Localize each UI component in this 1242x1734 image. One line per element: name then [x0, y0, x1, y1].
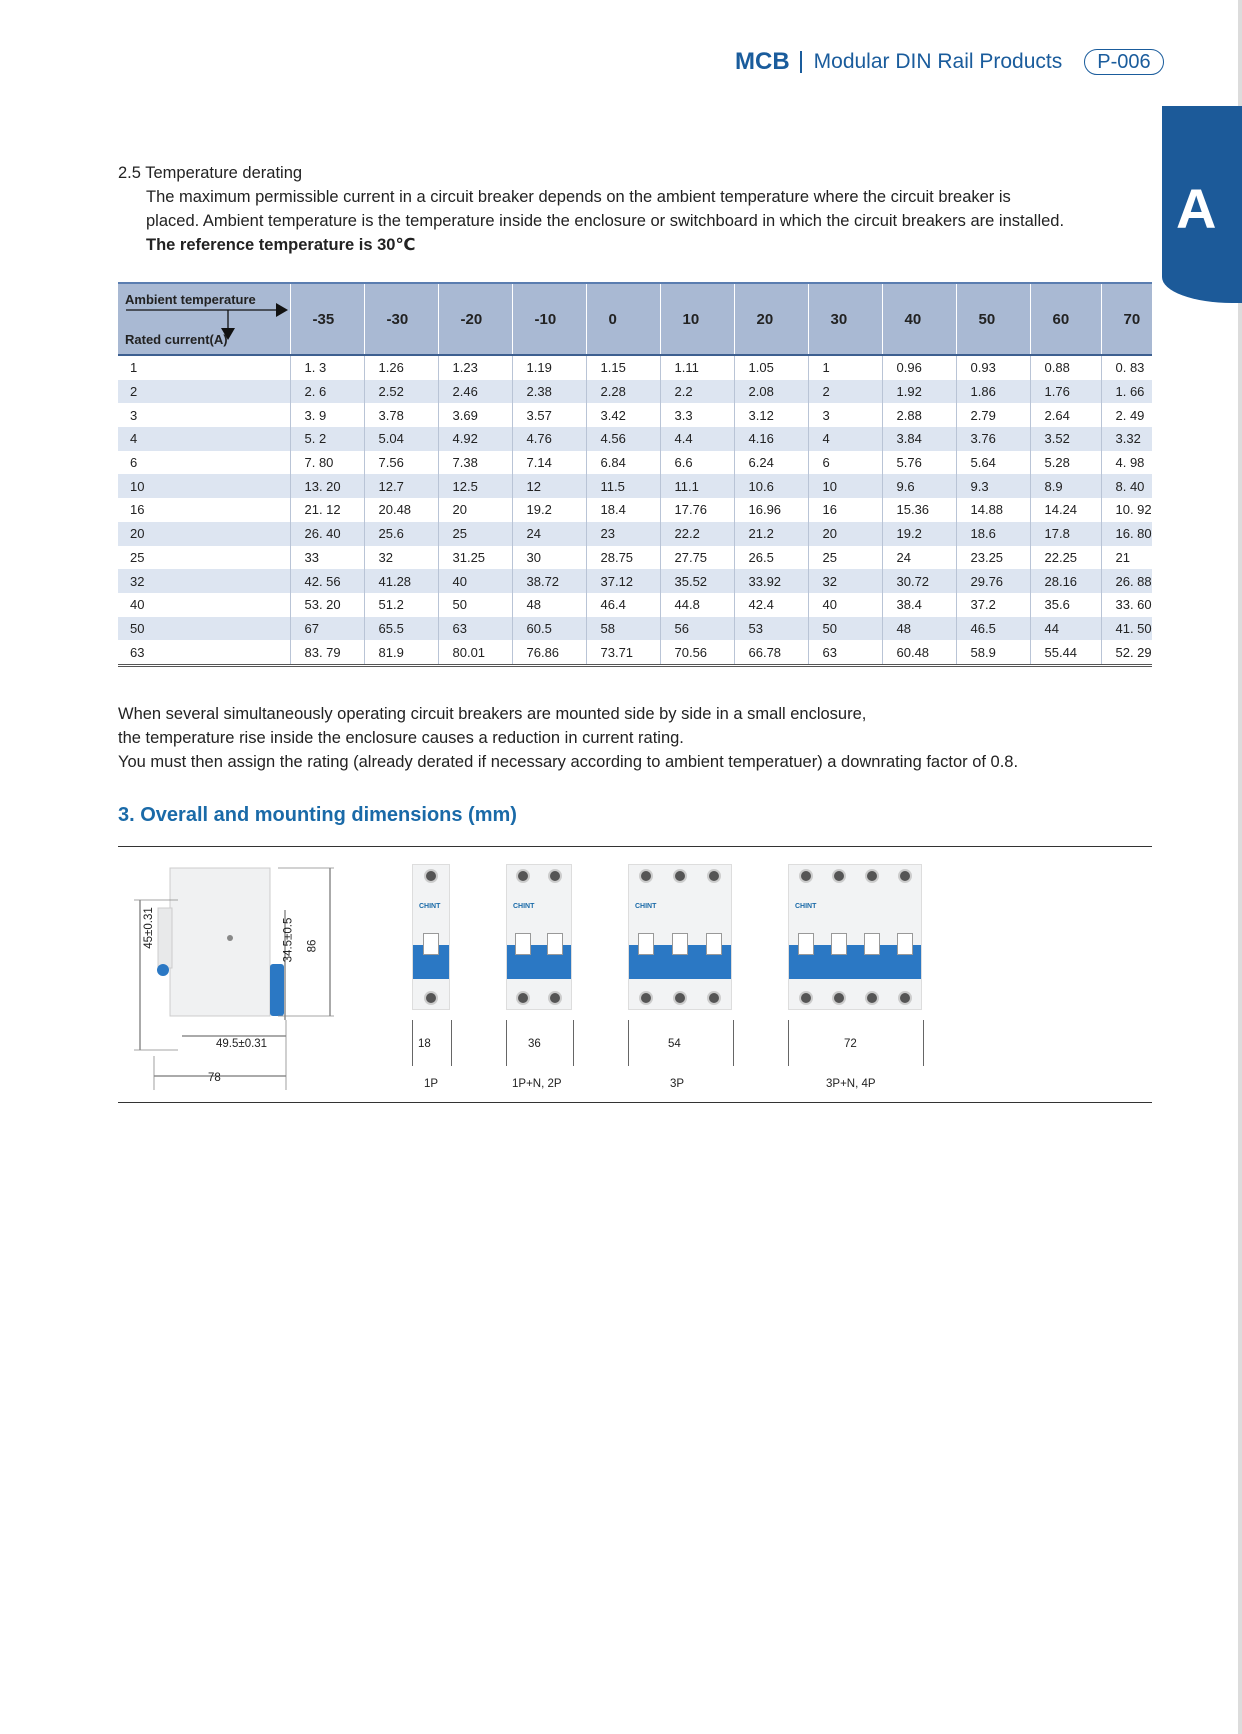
- derated-current-cell: 60.48: [882, 640, 956, 665]
- dim-height-86: 86: [306, 939, 319, 953]
- derated-current-cell: 10: [808, 474, 882, 498]
- derated-current-cell: 27.75: [660, 546, 734, 570]
- rated-current-cell: 50: [118, 617, 290, 641]
- section-2-5-line-2: placed. Ambient temperature is the temperature inside the enclosure or switchboard in which the circuit breakers are installed.: [146, 212, 1065, 230]
- derated-current-cell: 58.9: [956, 640, 1030, 665]
- terminal-screw-icon: [832, 869, 846, 883]
- derated-current-cell: 18.6: [956, 522, 1030, 546]
- derated-current-cell: 4.56: [586, 427, 660, 451]
- derated-current-cell: 55.44: [1030, 640, 1101, 665]
- terminal-screw-icon: [673, 869, 687, 883]
- pole-label-3p: 3P: [670, 1078, 685, 1090]
- temperature-column-header: 20: [734, 283, 808, 355]
- derated-current-cell: 81.9: [364, 640, 438, 665]
- header-mcb: MCB: [735, 48, 790, 75]
- derated-current-cell: 19.2: [882, 522, 956, 546]
- rated-current-cell: 2: [118, 380, 290, 404]
- derated-current-cell: 3.32: [1101, 427, 1152, 451]
- rated-current-cell: 16: [130, 502, 145, 518]
- derated-current-cell: 2. 6: [290, 380, 364, 404]
- derated-current-cell: 1. 3: [290, 355, 364, 380]
- temperature-column-header: -20: [438, 283, 512, 355]
- rated-current-cell: 3: [130, 407, 138, 423]
- derated-current-cell: 31.25: [438, 546, 512, 570]
- derated-current-cell: 0.93: [956, 355, 1030, 380]
- terminal-screw-icon: [707, 991, 721, 1005]
- derated-current-cell: 52. 29: [1101, 640, 1152, 665]
- toggle-handle: [798, 933, 814, 955]
- terminal-screw-icon: [548, 869, 562, 883]
- rated-current-cell: 1: [130, 360, 138, 376]
- derated-current-cell: 63: [808, 640, 882, 665]
- derated-current-cell: 1.11: [660, 355, 734, 380]
- terminal-screw-icon: [516, 869, 530, 883]
- table-row: [118, 474, 1152, 498]
- terminal-screw-icon: [639, 869, 653, 883]
- derated-current-cell: 11.1: [660, 474, 734, 498]
- derated-current-cell: 13. 20: [290, 474, 364, 498]
- derated-current-cell: 33. 60: [1101, 593, 1152, 617]
- derated-current-cell: 30: [512, 546, 586, 570]
- derated-current-cell: 25: [808, 546, 882, 570]
- breaker-4p-image: [788, 864, 922, 1010]
- derating-table: [118, 282, 1152, 667]
- derated-current-cell: 70.56: [660, 640, 734, 665]
- side-view-drawing: [118, 860, 348, 1100]
- section-2-5-title: 2.5 Temperature derating: [118, 164, 303, 182]
- derated-current-cell: 24: [882, 546, 956, 570]
- dim-width-18: 18: [418, 1038, 431, 1050]
- derated-current-cell: 12.5: [438, 474, 512, 498]
- derated-current-cell: 66.78: [734, 640, 808, 665]
- derated-current-cell: 35.52: [660, 569, 734, 593]
- derated-current-cell: 41.28: [364, 569, 438, 593]
- derated-current-cell: 6: [808, 451, 882, 475]
- derated-current-cell: 63: [438, 617, 512, 641]
- temperature-column-header: 50: [956, 283, 1030, 355]
- derated-current-cell: 2.64: [1030, 403, 1101, 427]
- rated-current-cell: 63: [130, 644, 145, 660]
- derated-current-cell: 25.6: [364, 522, 438, 546]
- table-corner-cell: [118, 283, 290, 355]
- derated-current-cell: 16.96: [734, 498, 808, 522]
- derated-current-cell: 38.4: [882, 593, 956, 617]
- derated-current-cell: 73.71: [586, 640, 660, 665]
- derated-current-cell: 3.57: [512, 403, 586, 427]
- table-row: [118, 451, 1152, 475]
- derated-current-cell: 0.88: [1030, 355, 1101, 380]
- derated-current-cell: 2.38: [512, 380, 586, 404]
- section-rule-bottom: [118, 1102, 1152, 1103]
- derated-current-cell: 76.86: [512, 640, 586, 665]
- derated-current-cell: 20: [438, 498, 512, 522]
- derated-current-cell: 40: [438, 569, 512, 593]
- brand-label: CHINT: [635, 903, 657, 910]
- toggle-handle: [897, 933, 913, 955]
- terminal-screw-icon: [673, 991, 687, 1005]
- derated-current-cell: 46.5: [956, 617, 1030, 641]
- derated-current-cell: 11.5: [586, 474, 660, 498]
- derated-current-cell: 7.38: [438, 451, 512, 475]
- breaker-2p-image: [506, 864, 572, 1010]
- derated-current-cell: 6.24: [734, 451, 808, 475]
- derated-current-cell: 1.05: [734, 355, 808, 380]
- derated-current-cell: 12: [512, 474, 586, 498]
- derated-current-cell: 1.86: [956, 380, 1030, 404]
- derated-current-cell: 3.78: [364, 403, 438, 427]
- derated-current-cell: 20: [808, 522, 882, 546]
- derated-current-cell: 65.5: [364, 617, 438, 641]
- note-line-3: You must then assign the rating (already derated if necessary according to ambient temperatuer) a downrating factor of 0.8.: [118, 753, 1019, 771]
- derated-current-cell: 6.6: [660, 451, 734, 475]
- terminal-screw-icon: [424, 869, 438, 883]
- dim-width-72: 72: [844, 1038, 857, 1050]
- derated-current-cell: 16. 80: [1101, 522, 1152, 546]
- pole-label-2p: 1P+N, 2P: [512, 1078, 562, 1090]
- derated-current-cell: 23: [586, 522, 660, 546]
- derated-current-cell: 15.36: [882, 498, 956, 522]
- derated-current-cell: 38.72: [512, 569, 586, 593]
- toggle-handle: [547, 933, 563, 955]
- terminal-screw-icon: [898, 869, 912, 883]
- pole-label-4p: 3P+N, 4P: [826, 1078, 876, 1090]
- rated-current-cell: 40: [130, 597, 145, 613]
- derated-current-cell: 22.25: [1030, 546, 1101, 570]
- derated-current-cell: 12.7: [364, 474, 438, 498]
- table-row: [118, 427, 1152, 451]
- pole-label-1p: 1P: [424, 1078, 439, 1090]
- reference-temperature: The reference temperature is 30℃: [146, 236, 416, 254]
- breaker-3p-image: [628, 864, 732, 1010]
- derated-current-cell: 22.2: [660, 522, 734, 546]
- derated-current-cell: 53. 20: [290, 593, 364, 617]
- derated-current-cell: 8.9: [1030, 474, 1101, 498]
- derated-current-cell: 48: [882, 617, 956, 641]
- toggle-handle: [638, 933, 654, 955]
- section-tab: [1162, 106, 1242, 303]
- derated-current-cell: 2: [808, 380, 882, 404]
- dim-height-45: 45±0.31: [142, 907, 155, 949]
- terminal-screw-icon: [516, 991, 530, 1005]
- derated-current-cell: 2.2: [660, 380, 734, 404]
- derated-current-cell: 40: [808, 593, 882, 617]
- derated-current-cell: 28.16: [1030, 569, 1101, 593]
- derated-current-cell: 32: [808, 569, 882, 593]
- temperature-column-header: 30: [808, 283, 882, 355]
- dim-depth-78: 78: [208, 1072, 221, 1084]
- breaker-1p-image: [412, 864, 450, 1010]
- table-row: [118, 617, 1152, 641]
- derated-current-cell: 2.88: [882, 403, 956, 427]
- derated-current-cell: 37.2: [956, 593, 1030, 617]
- table-row: [118, 569, 1152, 593]
- derated-current-cell: 0. 83: [1101, 355, 1152, 380]
- derated-current-cell: 21. 12: [290, 498, 364, 522]
- derated-current-cell: 0.96: [882, 355, 956, 380]
- derated-current-cell: 6.84: [586, 451, 660, 475]
- table-header-row: [118, 283, 1152, 355]
- temperature-column-header: -10: [512, 283, 586, 355]
- table-row: [118, 355, 1152, 380]
- temperature-column-header: 10: [660, 283, 734, 355]
- terminal-screw-icon: [898, 991, 912, 1005]
- section-tab-letter: A: [1176, 177, 1217, 240]
- temperature-column-header: 0: [586, 283, 660, 355]
- derated-current-cell: 44: [1030, 617, 1101, 641]
- derated-current-cell: 21: [1101, 546, 1152, 570]
- derated-current-cell: 3.12: [734, 403, 808, 427]
- derated-current-cell: 26.5: [734, 546, 808, 570]
- derated-current-cell: 4: [808, 427, 882, 451]
- derated-current-cell: 7.14: [512, 451, 586, 475]
- toggle-handle: [864, 933, 880, 955]
- derated-current-cell: 1. 66: [1101, 380, 1152, 404]
- derated-current-cell: 5.76: [882, 451, 956, 475]
- brand-label: CHINT: [419, 903, 441, 910]
- derated-current-cell: 42.4: [734, 593, 808, 617]
- derated-current-cell: 3: [808, 403, 882, 427]
- table-row: [118, 498, 1152, 522]
- derated-current-cell: 1.92: [882, 380, 956, 404]
- derated-current-cell: 25: [438, 522, 512, 546]
- derated-current-cell: 10.6: [734, 474, 808, 498]
- derated-current-cell: 1.26: [364, 355, 438, 380]
- derated-current-cell: 3.76: [956, 427, 1030, 451]
- derated-current-cell: 83. 79: [290, 640, 364, 665]
- dim-height-34-5: 34.5±0.5: [282, 917, 295, 963]
- derated-current-cell: 2. 49: [1101, 403, 1152, 427]
- derated-current-cell: 9.6: [882, 474, 956, 498]
- derated-current-cell: 4.4: [660, 427, 734, 451]
- derated-current-cell: 1.23: [438, 355, 512, 380]
- brand-label: CHINT: [795, 903, 817, 910]
- derated-current-cell: 8. 40: [1101, 474, 1152, 498]
- rated-current-cell: 4: [118, 427, 290, 451]
- derated-current-cell: 51.2: [364, 593, 438, 617]
- derated-current-cell: 5. 2: [290, 427, 364, 451]
- temperature-column-header: -35: [290, 283, 364, 355]
- terminal-screw-icon: [799, 991, 813, 1005]
- derated-current-cell: 35.6: [1030, 593, 1101, 617]
- derated-current-cell: 3.84: [882, 427, 956, 451]
- derated-current-cell: 4. 98: [1101, 451, 1152, 475]
- table-row: [118, 640, 1152, 665]
- derated-current-cell: 19.2: [512, 498, 586, 522]
- temperature-column-header: 60: [1030, 283, 1101, 355]
- table-row: [118, 522, 1152, 546]
- note-line-2: the temperature rise inside the enclosure causes a reduction in current rating.: [118, 729, 684, 747]
- terminal-screw-icon: [832, 991, 846, 1005]
- table-row: [118, 380, 1152, 404]
- terminal-screw-icon: [548, 991, 562, 1005]
- ambient-temperature-label: Ambient temperature: [125, 292, 256, 307]
- derated-current-cell: 67: [290, 617, 364, 641]
- width-dim-line: [628, 1020, 734, 1066]
- rated-current-label: Rated current(A): [125, 332, 228, 347]
- derated-current-cell: 9.3: [956, 474, 1030, 498]
- derated-current-cell: 3.42: [586, 403, 660, 427]
- derated-current-cell: 16: [808, 498, 882, 522]
- derated-current-cell: 18.4: [586, 498, 660, 522]
- derated-current-cell: 50: [438, 593, 512, 617]
- table-row: [118, 546, 1152, 570]
- dim-width-36: 36: [528, 1038, 541, 1050]
- table-row: [118, 593, 1152, 617]
- page-header: [735, 44, 1164, 80]
- header-divider: [800, 51, 802, 73]
- derated-current-cell: 33.92: [734, 569, 808, 593]
- derated-current-cell: 7. 80: [290, 451, 364, 475]
- derated-current-cell: 41. 50: [1101, 617, 1152, 641]
- derated-current-cell: 5.64: [956, 451, 1030, 475]
- toggle-handle: [423, 933, 439, 955]
- derated-current-cell: 26. 88: [1101, 569, 1152, 593]
- derated-current-cell: 1.19: [512, 355, 586, 380]
- rated-current-cell: 6: [130, 455, 138, 471]
- derated-current-cell: 29.76: [956, 569, 1030, 593]
- terminal-screw-icon: [865, 869, 879, 883]
- derated-current-cell: 4.92: [438, 427, 512, 451]
- derated-current-cell: 2.46: [438, 380, 512, 404]
- derated-current-cell: 17.76: [660, 498, 734, 522]
- derated-current-cell: 3. 9: [290, 403, 364, 427]
- derated-current-cell: 23.25: [956, 546, 1030, 570]
- section-2-5-line-1: The maximum permissible current in a circuit breaker depends on the ambient temperature where the circuit breaker is: [146, 188, 1011, 206]
- toggle-handle: [831, 933, 847, 955]
- note-line-1: When several simultaneously operating circuit breakers are mounted side by side in a small enclosure,: [118, 705, 867, 723]
- terminal-screw-icon: [424, 991, 438, 1005]
- derated-current-cell: 1.15: [586, 355, 660, 380]
- toggle-handle: [706, 933, 722, 955]
- derated-current-cell: 20.48: [364, 498, 438, 522]
- derated-current-cell: 80.01: [438, 640, 512, 665]
- derated-current-cell: 33: [290, 546, 364, 570]
- derated-current-cell: 3.52: [1030, 427, 1101, 451]
- derated-current-cell: 3.69: [438, 403, 512, 427]
- derated-current-cell: 5.04: [364, 427, 438, 451]
- derated-current-cell: 46.4: [586, 593, 660, 617]
- derated-current-cell: 2.79: [956, 403, 1030, 427]
- derated-current-cell: 32: [364, 546, 438, 570]
- section-rule-top: [118, 846, 1152, 847]
- derated-current-cell: 28.75: [586, 546, 660, 570]
- toggle-handle: [515, 933, 531, 955]
- temperature-column-header: -30: [364, 283, 438, 355]
- header-product: Modular DIN Rail Products: [813, 50, 1063, 73]
- derated-current-cell: 14.24: [1030, 498, 1101, 522]
- derated-current-cell: 1.76: [1030, 380, 1101, 404]
- derated-current-cell: 44.8: [660, 593, 734, 617]
- derated-current-cell: 60.5: [512, 617, 586, 641]
- derated-current-cell: 10. 92: [1101, 498, 1152, 522]
- derated-current-cell: 2.52: [364, 380, 438, 404]
- derated-current-cell: 24: [512, 522, 586, 546]
- rated-current-cell: 10: [118, 474, 290, 498]
- derated-current-cell: 2.28: [586, 380, 660, 404]
- dim-width-54: 54: [668, 1038, 681, 1050]
- derated-current-cell: 37.12: [586, 569, 660, 593]
- brand-label: CHINT: [513, 903, 535, 910]
- terminal-screw-icon: [639, 991, 653, 1005]
- derated-current-cell: 58: [586, 617, 660, 641]
- derated-current-cell: 2.08: [734, 380, 808, 404]
- derated-current-cell: 1: [808, 355, 882, 380]
- temperature-column-header: 40: [882, 283, 956, 355]
- derated-current-cell: 48: [512, 593, 586, 617]
- derated-current-cell: 7.56: [364, 451, 438, 475]
- dim-depth-49-5: 49.5±0.31: [216, 1038, 268, 1050]
- derated-current-cell: 14.88: [956, 498, 1030, 522]
- derated-current-cell: 4.76: [512, 427, 586, 451]
- derated-current-cell: 26. 40: [290, 522, 364, 546]
- rated-current-cell: 32: [118, 569, 290, 593]
- terminal-screw-icon: [865, 991, 879, 1005]
- rated-current-cell: 25: [130, 549, 145, 565]
- temperature-column-header: 70: [1101, 283, 1152, 355]
- derated-current-cell: 42. 56: [290, 569, 364, 593]
- terminal-screw-icon: [799, 869, 813, 883]
- page-number-badge: P-006: [1084, 49, 1163, 75]
- terminal-screw-icon: [707, 869, 721, 883]
- derated-current-cell: 56: [660, 617, 734, 641]
- derated-current-cell: 3.3: [660, 403, 734, 427]
- toggle-handle: [672, 933, 688, 955]
- derated-current-cell: 50: [808, 617, 882, 641]
- derated-current-cell: 21.2: [734, 522, 808, 546]
- derated-current-cell: 30.72: [882, 569, 956, 593]
- derated-current-cell: 4.16: [734, 427, 808, 451]
- rated-current-cell: 20: [118, 522, 290, 546]
- derated-current-cell: 17.8: [1030, 522, 1101, 546]
- section-3-title: 3. Overall and mounting dimensions (mm): [118, 804, 517, 826]
- table-row: [118, 403, 1152, 427]
- derated-current-cell: 53: [734, 617, 808, 641]
- derated-current-cell: 5.28: [1030, 451, 1101, 475]
